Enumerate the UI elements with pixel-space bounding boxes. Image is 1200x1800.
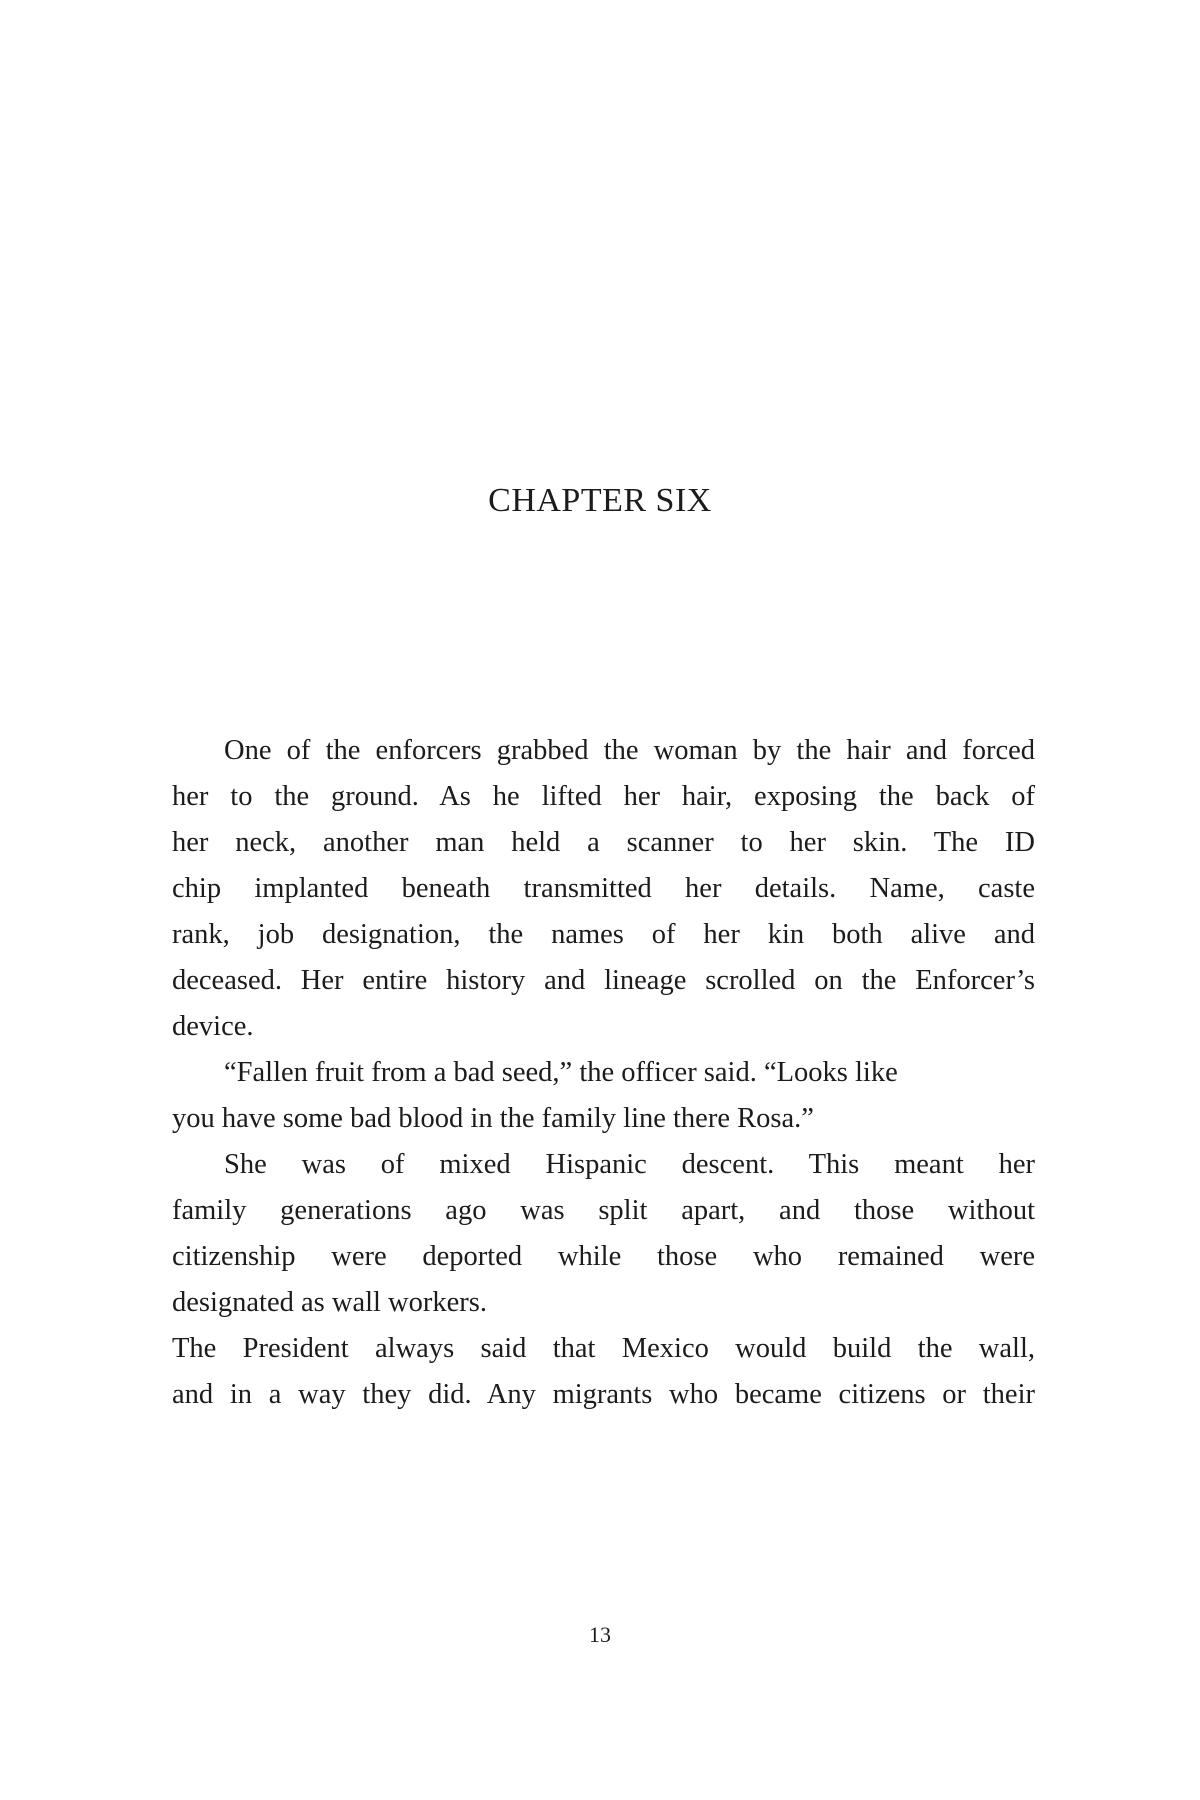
text-line: her to the ground. As he lifted her hair, exposing the back of (172, 781, 1035, 812)
text-line: One of the enforcers grabbed the woman by the hair and forced (224, 735, 1035, 766)
text-line: family generations ago was split apart, and those without (172, 1195, 1035, 1226)
text-line: “Fallen fruit from a bad seed,” the officer said. “Looks like (224, 1057, 898, 1088)
paragraph-2 (172, 1050, 1035, 1142)
paragraph-4 (172, 1326, 1035, 1418)
paragraph-1 (172, 728, 1035, 1050)
text-line: The President always said that Mexico would build the wall, (172, 1333, 1035, 1364)
text-line: deceased. Her entire history and lineage scrolled on the Enforcer’s (172, 965, 1035, 996)
page-number: 13 (589, 1622, 611, 1647)
text-line: designated as wall workers. (172, 1287, 487, 1318)
text-line: citizenship were deported while those who remained were (172, 1241, 1035, 1272)
text-line: her neck, another man held a scanner to her skin. The ID (172, 827, 1035, 858)
text-line: chip implanted beneath transmitted her details. Name, caste (172, 873, 1035, 904)
text-line: you have some bad blood in the family line there Rosa.” (172, 1103, 814, 1134)
text-line: rank, job designation, the names of her kin both alive and (172, 919, 1035, 950)
text-line: device. (172, 1011, 254, 1042)
chapter-body (172, 728, 1035, 1418)
chapter-title: CHAPTER SIX (488, 482, 712, 519)
text-line: She was of mixed Hispanic descent. This meant her (224, 1149, 1035, 1180)
text-line: and in a way they did. Any migrants who became citizens or their (172, 1379, 1035, 1410)
paragraph-3 (172, 1142, 1035, 1326)
